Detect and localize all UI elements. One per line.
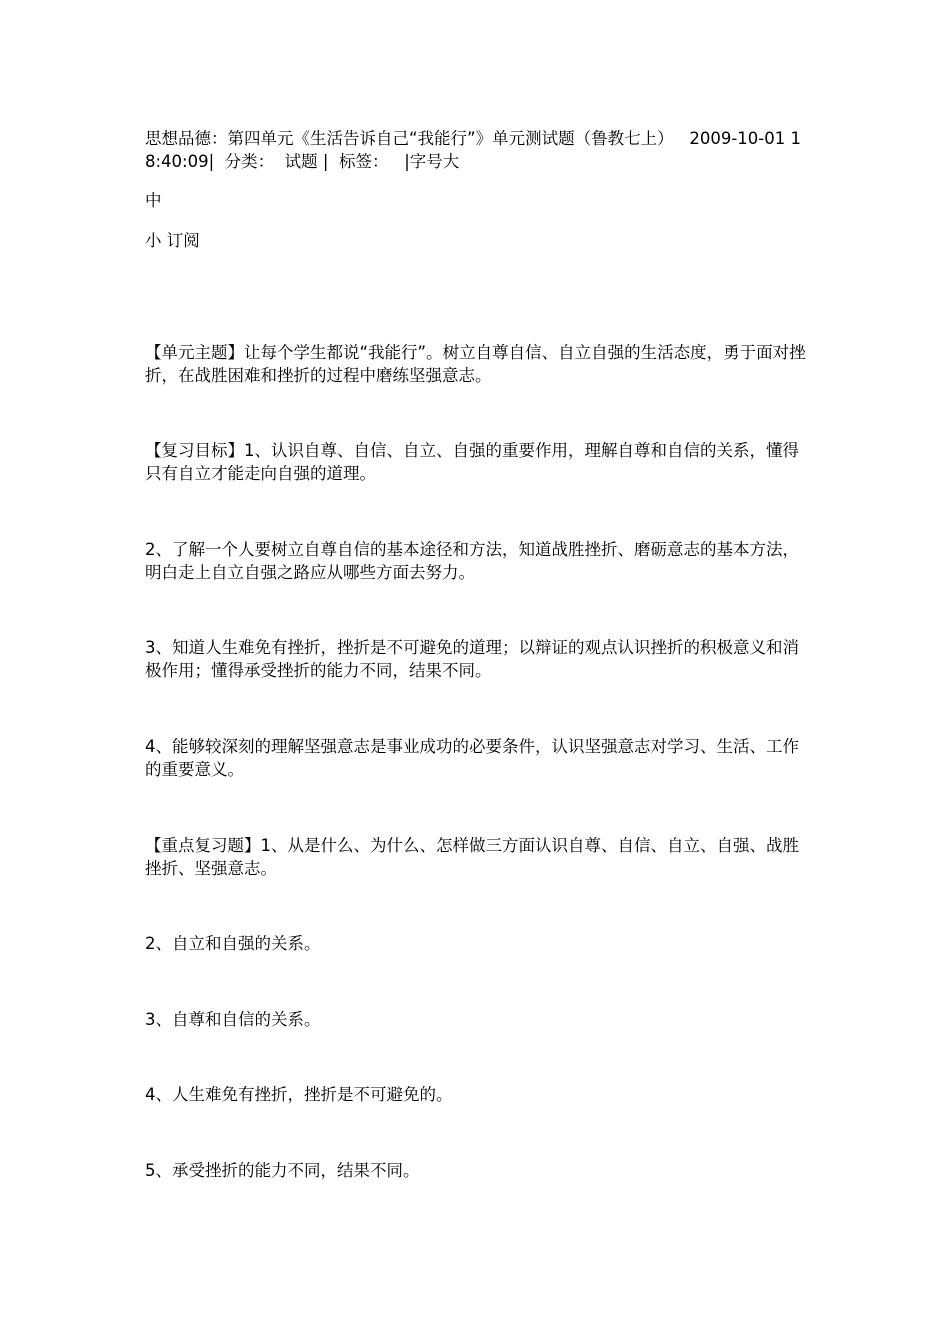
review-goal-text: 2、了解一个人要树立自尊自信的基本途径和方法，知道战胜挫折、磨砺意志的基本方法，明白走上自立自强之路应从哪些方面去努力。	[145, 540, 799, 582]
article-header	[145, 127, 810, 173]
review-goal-item	[145, 439, 810, 485]
subscribe-link[interactable]: 订阅	[166, 231, 200, 250]
article-date: 2009-10-01 18:40:09	[145, 129, 801, 171]
review-goal-text: 3、知道人生难免有挫折，挫折是不可避免的道理；以辩证的观点认识挫折的积极意义和消极作用；懂得承受挫折的能力不同，结果不同。	[145, 638, 799, 680]
key-question-text: 4、人生难免有挫折，挫折是不可避免的。	[145, 1085, 453, 1104]
key-question-text: 5、承受挫折的能力不同，结果不同。	[145, 1161, 420, 1180]
category-label: 分类：	[224, 152, 275, 171]
review-goal-item	[145, 538, 810, 584]
key-question-text: 1、从是什么、为什么、怎样做三方面认识自尊、自信、自立、自强、战胜挫折、坚强意志。	[145, 836, 799, 878]
key-question-item	[145, 834, 810, 880]
separator: |	[208, 152, 215, 171]
key-questions-label: 【重点复习题】	[145, 836, 261, 855]
review-goals-label: 【复习目标】	[145, 441, 244, 460]
font-size-small-line	[145, 229, 810, 252]
article-title: 思想品德：第四单元《生活告诉自己“我能行”》单元测试题（鲁教七上）	[145, 129, 674, 148]
category-link[interactable]: 试题	[284, 152, 318, 171]
font-size-label: |字号	[404, 152, 443, 171]
key-question-text: 3、自尊和自信的关系。	[145, 1010, 321, 1029]
review-goal-item	[145, 735, 810, 781]
separator: |	[322, 152, 329, 171]
review-goal-text: 4、能够较深刻的理解坚强意志是事业成功的必要条件，认识坚强意志对学习、生活、工作的重要意义。	[145, 737, 799, 779]
unit-theme-label: 【单元主题】	[145, 343, 244, 362]
key-question-item	[145, 1008, 810, 1031]
font-size-large-link[interactable]: 大	[442, 152, 460, 171]
key-question-item	[145, 1159, 810, 1182]
font-size-medium-link[interactable]: 中	[145, 191, 162, 210]
font-size-medium-line	[145, 189, 810, 212]
review-goal-item	[145, 636, 810, 682]
review-goal-text: 1、认识自尊、自信、自立、自强的重要作用，理解自尊和自信的关系，懂得只有自立才能走向自强的道理。	[145, 441, 799, 483]
key-question-item	[145, 932, 810, 955]
key-question-text: 2、自立和自强的关系。	[145, 934, 321, 953]
unit-theme-text: 让每个学生都说“我能行”。树立自尊自信、自立自强的生活态度，勇于面对挫折，在战胜困难和挫折的过程中磨练坚强意志。	[145, 343, 806, 385]
tags-label: 标签：	[338, 152, 389, 171]
font-size-small-link[interactable]: 小	[145, 231, 162, 250]
key-question-item	[145, 1083, 810, 1106]
unit-theme-paragraph	[145, 341, 810, 387]
